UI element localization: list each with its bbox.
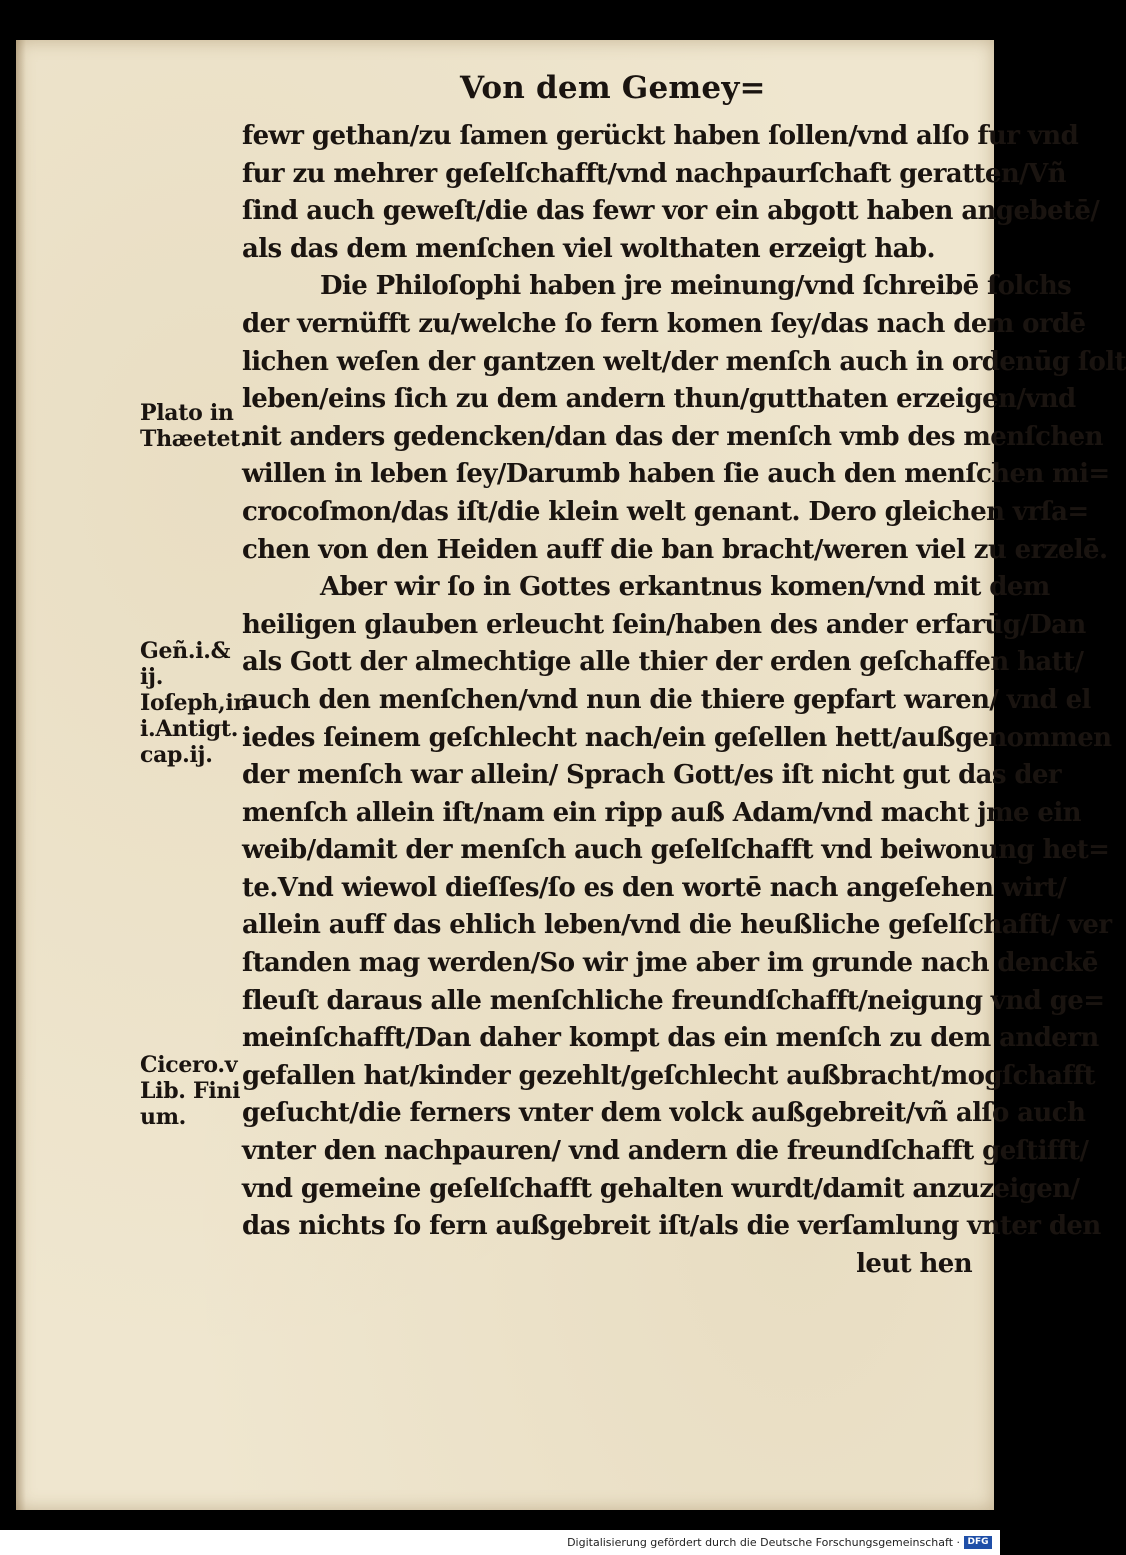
- text-line: iedes ſeinem geſchlecht nach/ein geſellen hett/außgenommen: [242, 722, 1112, 753]
- text-line: der vernüfft zu/welche ſo fern komen ſey/das nach dem ordē: [242, 308, 1086, 339]
- text-line: gefallen hat/kinder gezehlt/geſchlecht außbracht/mogſchafft: [242, 1060, 1095, 1091]
- text-line: fur zu mehrer geſelſchafft/vnd nachpaurſchaft geratten/Vñ: [242, 158, 1066, 189]
- text-line: heiligen glauben erleucht ſein/haben des ander erfarūg/Dan: [242, 609, 1086, 640]
- text-line: fewr gethan/zu ſamen gerückt haben ſollen/vnd alſo fur vnd: [242, 121, 1079, 151]
- text-line: vnter den nachpauren/ vnd andern die freundſchafft geſtifft/: [242, 1136, 1089, 1167]
- body-text: [242, 118, 1126, 1283]
- marginal-line: cap.ij.: [140, 742, 213, 768]
- catchword: leut hen: [856, 1248, 972, 1279]
- text-line: willen in leben ſey/Darumb haben ſie auch den menſchen mi=: [242, 459, 1110, 490]
- text-line: auch den menſchen/vnd nun die thiere gepfart waren/ vnd el: [242, 684, 1091, 715]
- funding-credit: Digitalisierung gefördert durch die Deutsche Forschungsgemeinschaft ·: [567, 1536, 960, 1549]
- text-line: allein auff das ehlich leben/vnd die heußliche geſelſchafft/ ver: [242, 910, 1112, 941]
- text-line: der menſch war allein/ Sprach Gott/es iſt nicht gut das der: [242, 760, 1062, 791]
- text-line: ſtanden mag werden/So wir jme aber im grunde nach denckē: [242, 948, 1098, 979]
- marginal-line: Ioſeph,in: [140, 690, 250, 716]
- text-line: weib/damit der menſch auch geſelſchafft vnd beiwonung het=: [242, 835, 1110, 866]
- marginal-line: Thæetet.: [140, 426, 248, 452]
- text-line: Aber wir ſo in Gottes erkantnus komen/vnd mit dem: [320, 572, 1050, 603]
- marginal-note-cicero: [140, 1052, 260, 1130]
- text-line: leben/eins ſich zu dem andern thun/gutthaten erzeigen/vnd: [242, 384, 1076, 415]
- text-line: als das dem menſchen viel wolthaten erzeigt hab.: [242, 233, 935, 264]
- text-line: chen von den Heiden auff die ban bracht/weren viel zu erzelē.: [242, 534, 1108, 565]
- marginal-line: Geñ.i.&: [140, 638, 231, 664]
- text-line: Die Philoſophi haben jre meinung/vnd ſchreibē ſolchs: [320, 271, 1072, 302]
- text-line: te.Vnd wiewol dieſſes/ſo es den wortē nach angeſehen wirt/: [242, 872, 1067, 903]
- dfg-logo: DFG: [964, 1536, 992, 1549]
- page-edge-shadow: [16, 40, 26, 1510]
- marginal-line: i.Antigt.: [140, 716, 239, 742]
- running-head: Von dem Gemey=: [460, 70, 766, 106]
- marginal-note-plato: [140, 400, 260, 452]
- text-line: crocoſmon/das iſt/die klein welt genant. Dero gleichen vrſa=: [242, 496, 1089, 527]
- text-line: das nichts ſo fern außgebreit iſt/als die verſamlung vnter den: [242, 1211, 1101, 1242]
- text-line: nit anders gedencken/dan das der menſch vmb des menſchen: [242, 421, 1103, 452]
- marginal-line: Plato in: [140, 400, 234, 426]
- marginal-note-genesis: [140, 638, 260, 768]
- text-line: lichen weſen der gantzen welt/der menſch auch in ordenūg ſolt: [242, 346, 1126, 377]
- footer-bar: [0, 1530, 1000, 1555]
- text-line: geſucht/die ferners vnter dem volck außgebreit/vñ alſo auch: [242, 1098, 1086, 1129]
- marginal-line: ij.: [140, 664, 164, 690]
- marginal-line: Cicero.v: [140, 1052, 238, 1078]
- text-line: fleuſt daraus alle menſchliche freundſchafft/neigung vnd ge=: [242, 985, 1105, 1016]
- text-line: meinſchafft/Dan daher kompt das ein menſch zu dem andern: [242, 1023, 1099, 1054]
- text-line: menſch allein iſt/nam ein ripp auß Adam/vnd macht jme ein: [242, 797, 1081, 828]
- text-line: ſind auch geweſt/die das fewr vor ein abgott haben angebetē/: [242, 196, 1100, 227]
- text-line: vnd gemeine geſelſchafft gehalten wurdt/damit anzuzeigen/: [242, 1173, 1080, 1204]
- marginal-line: Lib. Fini: [140, 1078, 241, 1104]
- text-line: als Gott der almechtige alle thier der erden geſchaffen hatt/: [242, 647, 1084, 678]
- marginal-line: um.: [140, 1104, 187, 1130]
